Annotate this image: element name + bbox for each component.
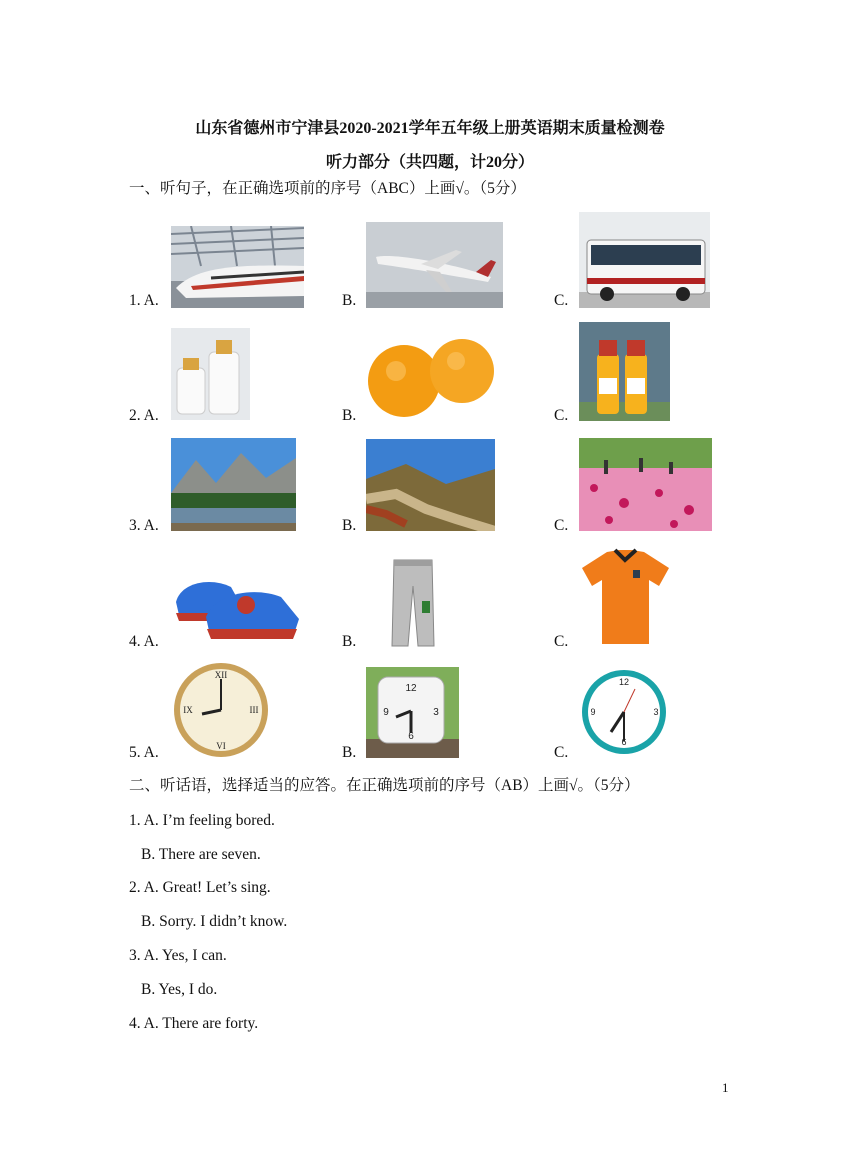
row1-label-b: B. bbox=[342, 292, 357, 309]
orange-juice-bottles-image bbox=[579, 322, 670, 421]
orange-t-shirt-image bbox=[579, 546, 672, 649]
svg-text:12: 12 bbox=[618, 677, 630, 687]
row2-label-c: C. bbox=[554, 407, 569, 424]
row3-label-c: C. bbox=[554, 517, 569, 534]
row4-label-a: 4. A. bbox=[129, 633, 159, 650]
row3-label-b: B. bbox=[342, 517, 357, 534]
sneakers-image bbox=[171, 547, 306, 649]
page-title: 山东省德州市宁津县2020-2021学年五年级上册英语期末质量检测卷 bbox=[195, 120, 665, 137]
svg-text:9: 9 bbox=[590, 707, 596, 717]
trousers-image bbox=[386, 556, 440, 649]
airplane-image bbox=[366, 222, 503, 308]
alarm-clock-image bbox=[366, 667, 459, 758]
section2-heading: 二、听话语，选择适当的应答。在正确选项前的序号（AB）上画√。（5分） bbox=[129, 777, 640, 794]
bus-image bbox=[579, 212, 710, 308]
oranges-image bbox=[366, 331, 500, 421]
row2-label-b: B. bbox=[342, 407, 357, 424]
q2-option-b: B. Sorry. I didn’t know. bbox=[141, 913, 288, 930]
row3-label-a: 3. A. bbox=[129, 517, 159, 534]
wall-clock-image bbox=[579, 667, 670, 757]
q3-option-a: 3. A. Yes, I can. bbox=[129, 947, 227, 964]
svg-text:3: 3 bbox=[433, 707, 439, 718]
row5-label-a: 5. A. bbox=[129, 744, 159, 761]
row1-label-c: C. bbox=[554, 292, 569, 309]
great-wall-image bbox=[366, 439, 495, 531]
svg-text:6: 6 bbox=[621, 737, 627, 747]
row4-label-c: C. bbox=[554, 633, 569, 650]
q1-option-b: B. There are seven. bbox=[141, 846, 261, 863]
svg-text:12: 12 bbox=[405, 683, 417, 694]
page-subtitle: 听力部分（共四题，计20分） bbox=[325, 154, 534, 171]
row1-label-a: 1. A. bbox=[129, 292, 159, 309]
flower-field-image bbox=[579, 438, 712, 531]
row5-label-b: B. bbox=[342, 744, 357, 761]
svg-text:9: 9 bbox=[383, 707, 389, 718]
q4-option-a: 4. A. There are forty. bbox=[129, 1015, 259, 1032]
q2-option-a: 2. A. Great! Let’s sing. bbox=[129, 879, 271, 896]
svg-text:3: 3 bbox=[653, 707, 659, 717]
q1-option-a: 1. A. I’m feeling bored. bbox=[129, 812, 275, 829]
section1-heading: 一、听句子，在正确选项前的序号（ABC）上画√。（5分） bbox=[129, 180, 526, 197]
row5-label-c: C. bbox=[554, 744, 569, 761]
svg-text:XII: XII bbox=[214, 670, 228, 680]
roman-clock-image bbox=[170, 661, 272, 759]
mountain-river-image bbox=[171, 438, 296, 531]
svg-text:VI: VI bbox=[216, 741, 226, 751]
q3-option-b: B. Yes, I do. bbox=[141, 981, 218, 998]
high-speed-train-image bbox=[171, 226, 304, 308]
svg-text:6: 6 bbox=[408, 731, 414, 742]
svg-text:IX: IX bbox=[183, 705, 193, 715]
svg-text:III: III bbox=[249, 705, 259, 715]
row4-label-b: B. bbox=[342, 633, 357, 650]
page-number: 1 bbox=[722, 1080, 729, 1095]
milk-bottles-image bbox=[171, 328, 250, 420]
row2-label-a: 2. A. bbox=[129, 407, 159, 424]
